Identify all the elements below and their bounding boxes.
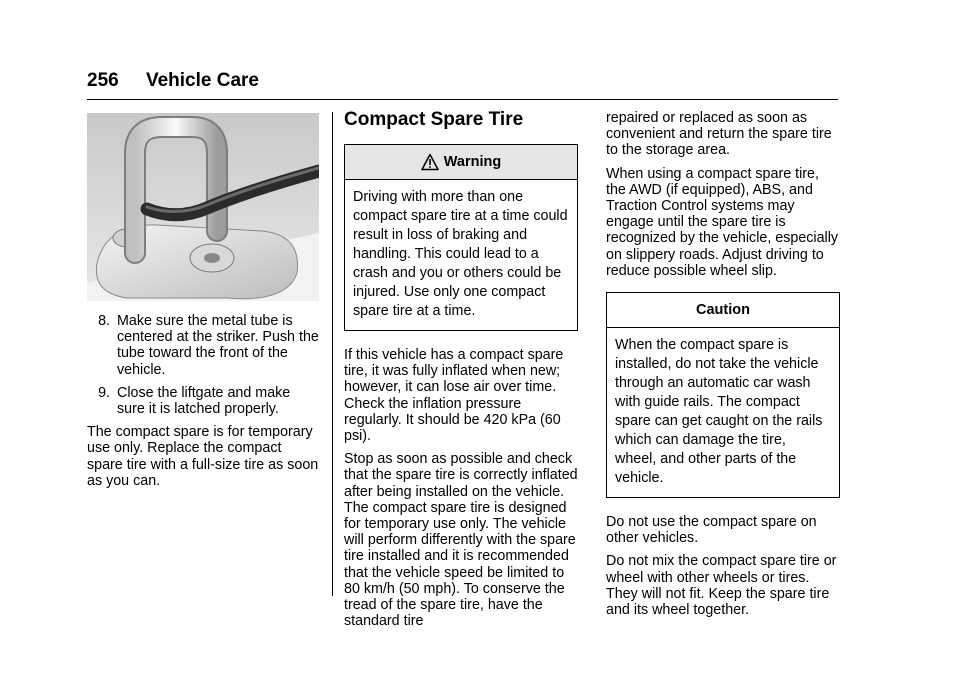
spare-tire-striker-illustration <box>87 113 319 301</box>
step-item <box>87 385 320 417</box>
warning-box <box>344 144 578 331</box>
step-text: Make sure the metal tube is centered at the striker. Push the tube toward the front of the vehicle. <box>117 313 319 378</box>
section-title: Vehicle Care <box>145 70 260 91</box>
column-right <box>606 110 840 625</box>
caution-box <box>606 292 840 498</box>
header-rule <box>87 99 838 100</box>
step-number: 9. <box>98 384 110 401</box>
step-number: 8. <box>98 313 110 329</box>
warning-label: Warning <box>443 153 502 170</box>
paragraph: If this vehicle has a compact spare tire, it was fully inflated when new; however, it can lose air over time. Check the inflation pressure regularly. It should be 420 kPa (60 psi). <box>344 347 564 445</box>
caution-body: When the compact spare is installed, do not take the vehicle through an automatic car wash with guide rails. The compact spare can get caught on the rails which can damage the tire, wheel, and other parts of the vehicle. <box>615 337 823 487</box>
paragraph: Stop as soon as possible and check that the spare tire is correctly inflated after being installed on the vehicle. The compact spare tire is designed for temporary use only. The vehicle will perform differently with the spare tire installed and it is recommended that the vehicle speed be limited to 80 km/h (50 mph). To conserve the tread of the spare tire, have the standard tire <box>344 451 578 630</box>
step-item <box>87 313 320 378</box>
column-left <box>87 113 320 496</box>
paragraph: When using a compact spare tire, the AWD (if equipped), ABS, and Traction Control systems may engage until the spare tire is recognized by the vehicle, especially on slippery roads. Adjust driving to reduce possible wheel slip. <box>606 165 839 279</box>
caution-header <box>607 293 839 328</box>
column-divider <box>332 112 333 596</box>
steps-list <box>87 313 320 417</box>
page-header <box>87 70 259 92</box>
paragraph: repaired or replaced as soon as convenient and return the spare tire to the storage area. <box>606 110 832 159</box>
step-text: Close the liftgate and make sure it is latched properly. <box>117 384 291 418</box>
warning-header <box>345 145 577 180</box>
section-heading: Compact Spare Tire <box>344 109 524 130</box>
column-middle <box>344 108 578 636</box>
warning-body: Driving with more than one compact spare tire at a time could result in loss of braking and handling. This could lead to a crash and you or others could be injured. Use only one compact spare tire at a time. <box>353 189 568 319</box>
page-number: 256 <box>87 70 119 91</box>
warning-icon <box>421 153 439 171</box>
caution-label: Caution <box>696 301 750 318</box>
paragraph: The compact spare is for temporary use only. Replace the compact spare tire with a full-size tire as soon as you can. <box>87 424 319 489</box>
paragraph: Do not mix the compact spare tire or wheel with other wheels or tires. They will not fit. Keep the spare tire and its wheel together. <box>606 553 837 619</box>
paragraph: Do not use the compact spare on other vehicles. <box>606 514 817 547</box>
